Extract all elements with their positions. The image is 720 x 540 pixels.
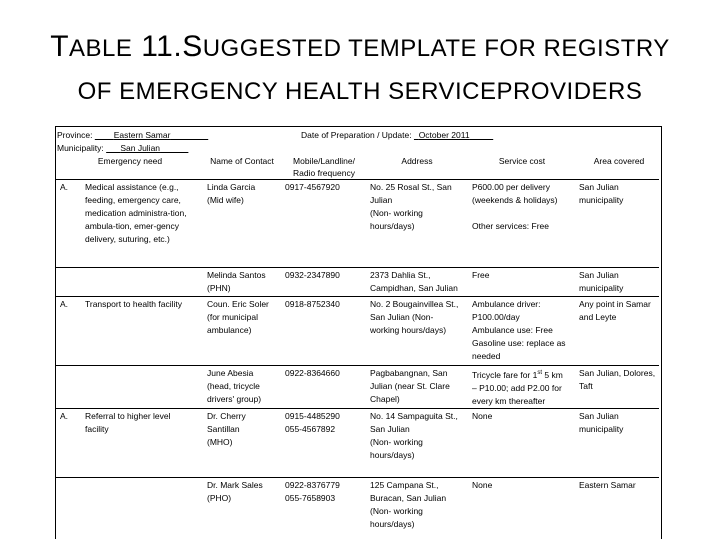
- service-cost-cell: [472, 269, 576, 282]
- address-cell-line: hours/days): [370, 519, 415, 529]
- contact-cell: [207, 367, 283, 406]
- service-cost-cell-line: P100.00/day: [472, 312, 520, 322]
- page-subtitle: OF EMERGENCY HEALTH SERVICEPROVIDERS: [77, 78, 643, 105]
- phone-cell-line: 055-7658903: [285, 493, 336, 503]
- service-cost-cell: [472, 410, 576, 423]
- address-cell-line: San Julian: [370, 424, 410, 434]
- address-cell-line: No. 14 Sampaguita St.,: [370, 411, 458, 421]
- address-cell-line: hours/days): [370, 450, 415, 460]
- contact-cell: [207, 269, 283, 295]
- address-cell-line: 125 Campana St.,: [370, 480, 439, 490]
- emergency-need-cell: [85, 181, 203, 246]
- service-cost-cell-line: – P10.00; add P2.00 for: [472, 382, 562, 393]
- service-cost-cell-line: Free: [472, 270, 490, 280]
- address-cell: [370, 269, 468, 295]
- service-cost-cell-line: Gasoline use: replace as: [472, 338, 566, 348]
- service-cost-cell: [472, 181, 576, 233]
- address-cell-line: (Non- working: [370, 437, 423, 447]
- address-cell: [370, 298, 468, 337]
- contact-cell: [207, 181, 283, 207]
- phone-cell: [285, 181, 367, 194]
- contact-cell: [207, 479, 283, 505]
- area-covered-cell-line: Any point in Samar: [579, 299, 651, 309]
- province-field: [57, 130, 208, 140]
- group-letter: A.: [60, 411, 69, 421]
- emergency-need-cell: [85, 410, 203, 436]
- address-cell-line: No. 25 Rosal St., San: [370, 182, 452, 192]
- address-cell-line: Julian (near St. Clare: [370, 381, 450, 391]
- service-cost-cell-line: every km thereafter: [472, 395, 546, 406]
- address-cell: [370, 410, 468, 462]
- phone-cell: [285, 367, 367, 380]
- contact-cell-line: (head, tricycle: [207, 381, 260, 391]
- address-cell: [370, 181, 468, 233]
- phone-cell-line: 0922-8364660: [285, 368, 340, 378]
- title-word-able: ABLE: [69, 35, 133, 62]
- phone-cell-line: 0917-4567920: [285, 182, 340, 192]
- phone-cell: [285, 479, 367, 505]
- area-covered-cell-line: municipality: [579, 195, 624, 205]
- row-divider: [56, 296, 659, 297]
- municipality-label: Municipality:: [57, 143, 104, 153]
- contact-cell-line: Coun. Eric Soler: [207, 299, 269, 309]
- area-covered-cell-line: San Julian: [579, 182, 619, 192]
- address-cell-line: (Non- working: [370, 208, 423, 218]
- area-covered-cell-line: San Julian: [579, 270, 619, 280]
- emergency-need-cell-line: medication administra-tion,: [85, 208, 187, 218]
- area-covered-cell: [579, 298, 659, 324]
- date-value: October 2011: [418, 130, 470, 140]
- row-divider: [56, 477, 659, 478]
- emergency-need-cell-line: Referral to higher level: [85, 411, 171, 421]
- contact-cell-line: (Mid wife): [207, 195, 244, 205]
- header-mobile: Mobile/Landline/ Radio frequency: [293, 156, 355, 178]
- title-cap-t: T: [50, 30, 70, 63]
- phone-cell-line: 0918-8752340: [285, 299, 340, 309]
- area-covered-cell: [579, 479, 659, 492]
- address-cell-line: (Non- working: [370, 506, 423, 516]
- phone-cell-line: 0922-8376779: [285, 480, 340, 490]
- title-number: 11.: [132, 30, 183, 63]
- title-cap-s: S: [182, 30, 203, 63]
- header-area-covered: Area covered: [593, 156, 645, 166]
- phone-cell: [285, 269, 367, 282]
- phone-cell-line: 0932-2347890: [285, 270, 340, 280]
- service-cost-cell-line: Other services: Free: [472, 221, 549, 231]
- address-cell-line: Campidhan, San Julian: [370, 283, 458, 293]
- province-label: Province:: [57, 130, 93, 140]
- area-covered-cell-line: San Julian: [579, 411, 619, 421]
- contact-cell-line: (MHO): [207, 437, 233, 447]
- group-letter: A.: [60, 299, 69, 309]
- header-address: Address: [401, 156, 433, 166]
- address-cell-line: San Julian (Non-: [370, 312, 434, 322]
- area-covered-cell-line: and Leyte: [579, 312, 617, 322]
- area-covered-cell: [579, 181, 659, 207]
- row-divider: [56, 365, 659, 366]
- area-covered-cell-line: municipality: [579, 424, 624, 434]
- service-cost-cell: [472, 367, 576, 408]
- emergency-need-cell-line: Transport to health facility: [85, 299, 183, 309]
- phone-cell-line: 0915-4485290: [285, 411, 340, 421]
- area-covered-cell-line: municipality: [579, 283, 624, 293]
- group-letter: A.: [60, 182, 69, 192]
- contact-cell-line: Dr. Cherry: [207, 411, 246, 421]
- row-divider: [56, 408, 659, 409]
- service-cost-cell-line: needed: [472, 351, 501, 361]
- contact-cell-line: Linda Garcia: [207, 182, 256, 192]
- service-cost-cell-line: Ambulance use: Free: [472, 325, 553, 335]
- contact-cell-line: (for municipal: [207, 312, 259, 322]
- contact-cell: [207, 298, 283, 337]
- emergency-need-cell-line: ambula-tion, emer-gency: [85, 221, 180, 231]
- province-value: Eastern Samar: [113, 130, 171, 140]
- address-cell-line: Buracan, San Julian: [370, 493, 447, 503]
- contact-cell: [207, 410, 283, 449]
- address-cell-line: No. 2 Bougainvillea St.,: [370, 299, 459, 309]
- phone-cell: [285, 410, 367, 436]
- date-label: Date of Preparation / Update:: [301, 130, 412, 140]
- service-cost-cell-line: (weekends & holidays): [472, 195, 558, 205]
- municipality-field: [57, 143, 188, 153]
- address-cell-line: hours/days): [370, 221, 415, 231]
- address-cell-line: working hours/days): [370, 325, 447, 335]
- area-covered-cell: [579, 269, 659, 295]
- service-cost-cell-line: None: [472, 411, 493, 421]
- service-cost-cell-line: None: [472, 480, 493, 490]
- header-emergency-need: Emergency need: [97, 156, 163, 166]
- address-cell-line: Chapel): [370, 394, 400, 404]
- contact-cell-line: drivers' group): [207, 394, 262, 404]
- title-rest: UGGESTED TEMPLATE FOR REGISTRY: [202, 35, 670, 62]
- page-title: [0, 30, 720, 64]
- municipality-value: San Julian: [120, 143, 161, 153]
- contact-cell-line: (PHO): [207, 493, 232, 503]
- service-cost-cell-line: [472, 207, 576, 220]
- address-cell-line: Pagbabangnan, San: [370, 368, 448, 378]
- emergency-need-cell: [85, 298, 203, 311]
- area-covered-cell-line: Taft: [579, 381, 593, 391]
- emergency-need-cell-line: facility: [85, 424, 109, 434]
- area-covered-cell-line: San Julian, Dolores,: [579, 368, 656, 378]
- area-covered-cell: [579, 367, 659, 393]
- phone-cell-line: 055-4567892: [285, 424, 336, 434]
- area-covered-cell-line: Eastern Samar: [579, 480, 636, 490]
- date-field: [301, 130, 493, 140]
- header-service-cost: Service cost: [498, 156, 546, 166]
- row-divider: [56, 179, 659, 180]
- emergency-need-cell-line: delivery, suturing, etc.): [85, 234, 170, 244]
- service-cost-cell-line: P600.00 per delivery: [472, 182, 550, 192]
- service-cost-cell: [472, 479, 576, 492]
- contact-cell-line: Melinda Santos: [207, 270, 266, 280]
- phone-cell: [285, 298, 367, 311]
- header-name-of-contact: Name of Contact: [210, 156, 274, 166]
- contact-cell-line: June Abesia: [207, 368, 254, 378]
- address-cell: [370, 367, 468, 406]
- contact-cell-line: Dr. Mark Sales: [207, 480, 263, 490]
- row-divider: [56, 267, 659, 268]
- address-cell: [370, 479, 468, 531]
- contact-cell-line: ambulance): [207, 325, 252, 335]
- contact-cell-line: Santillan: [207, 424, 240, 434]
- area-covered-cell: [579, 410, 659, 436]
- emergency-need-cell-line: feeding, emergency care,: [85, 195, 181, 205]
- emergency-need-cell-line: Medical assistance (e.g.,: [85, 182, 179, 192]
- service-cost-cell-line: Tricycle fare for 1st 5 km: [472, 369, 563, 380]
- service-cost-cell-line: Ambulance driver:: [472, 299, 541, 309]
- service-cost-cell: [472, 298, 576, 363]
- contact-cell-line: (PHN): [207, 283, 231, 293]
- address-cell-line: 2373 Dahlia St.,: [370, 270, 431, 280]
- address-cell-line: Julian: [370, 195, 393, 205]
